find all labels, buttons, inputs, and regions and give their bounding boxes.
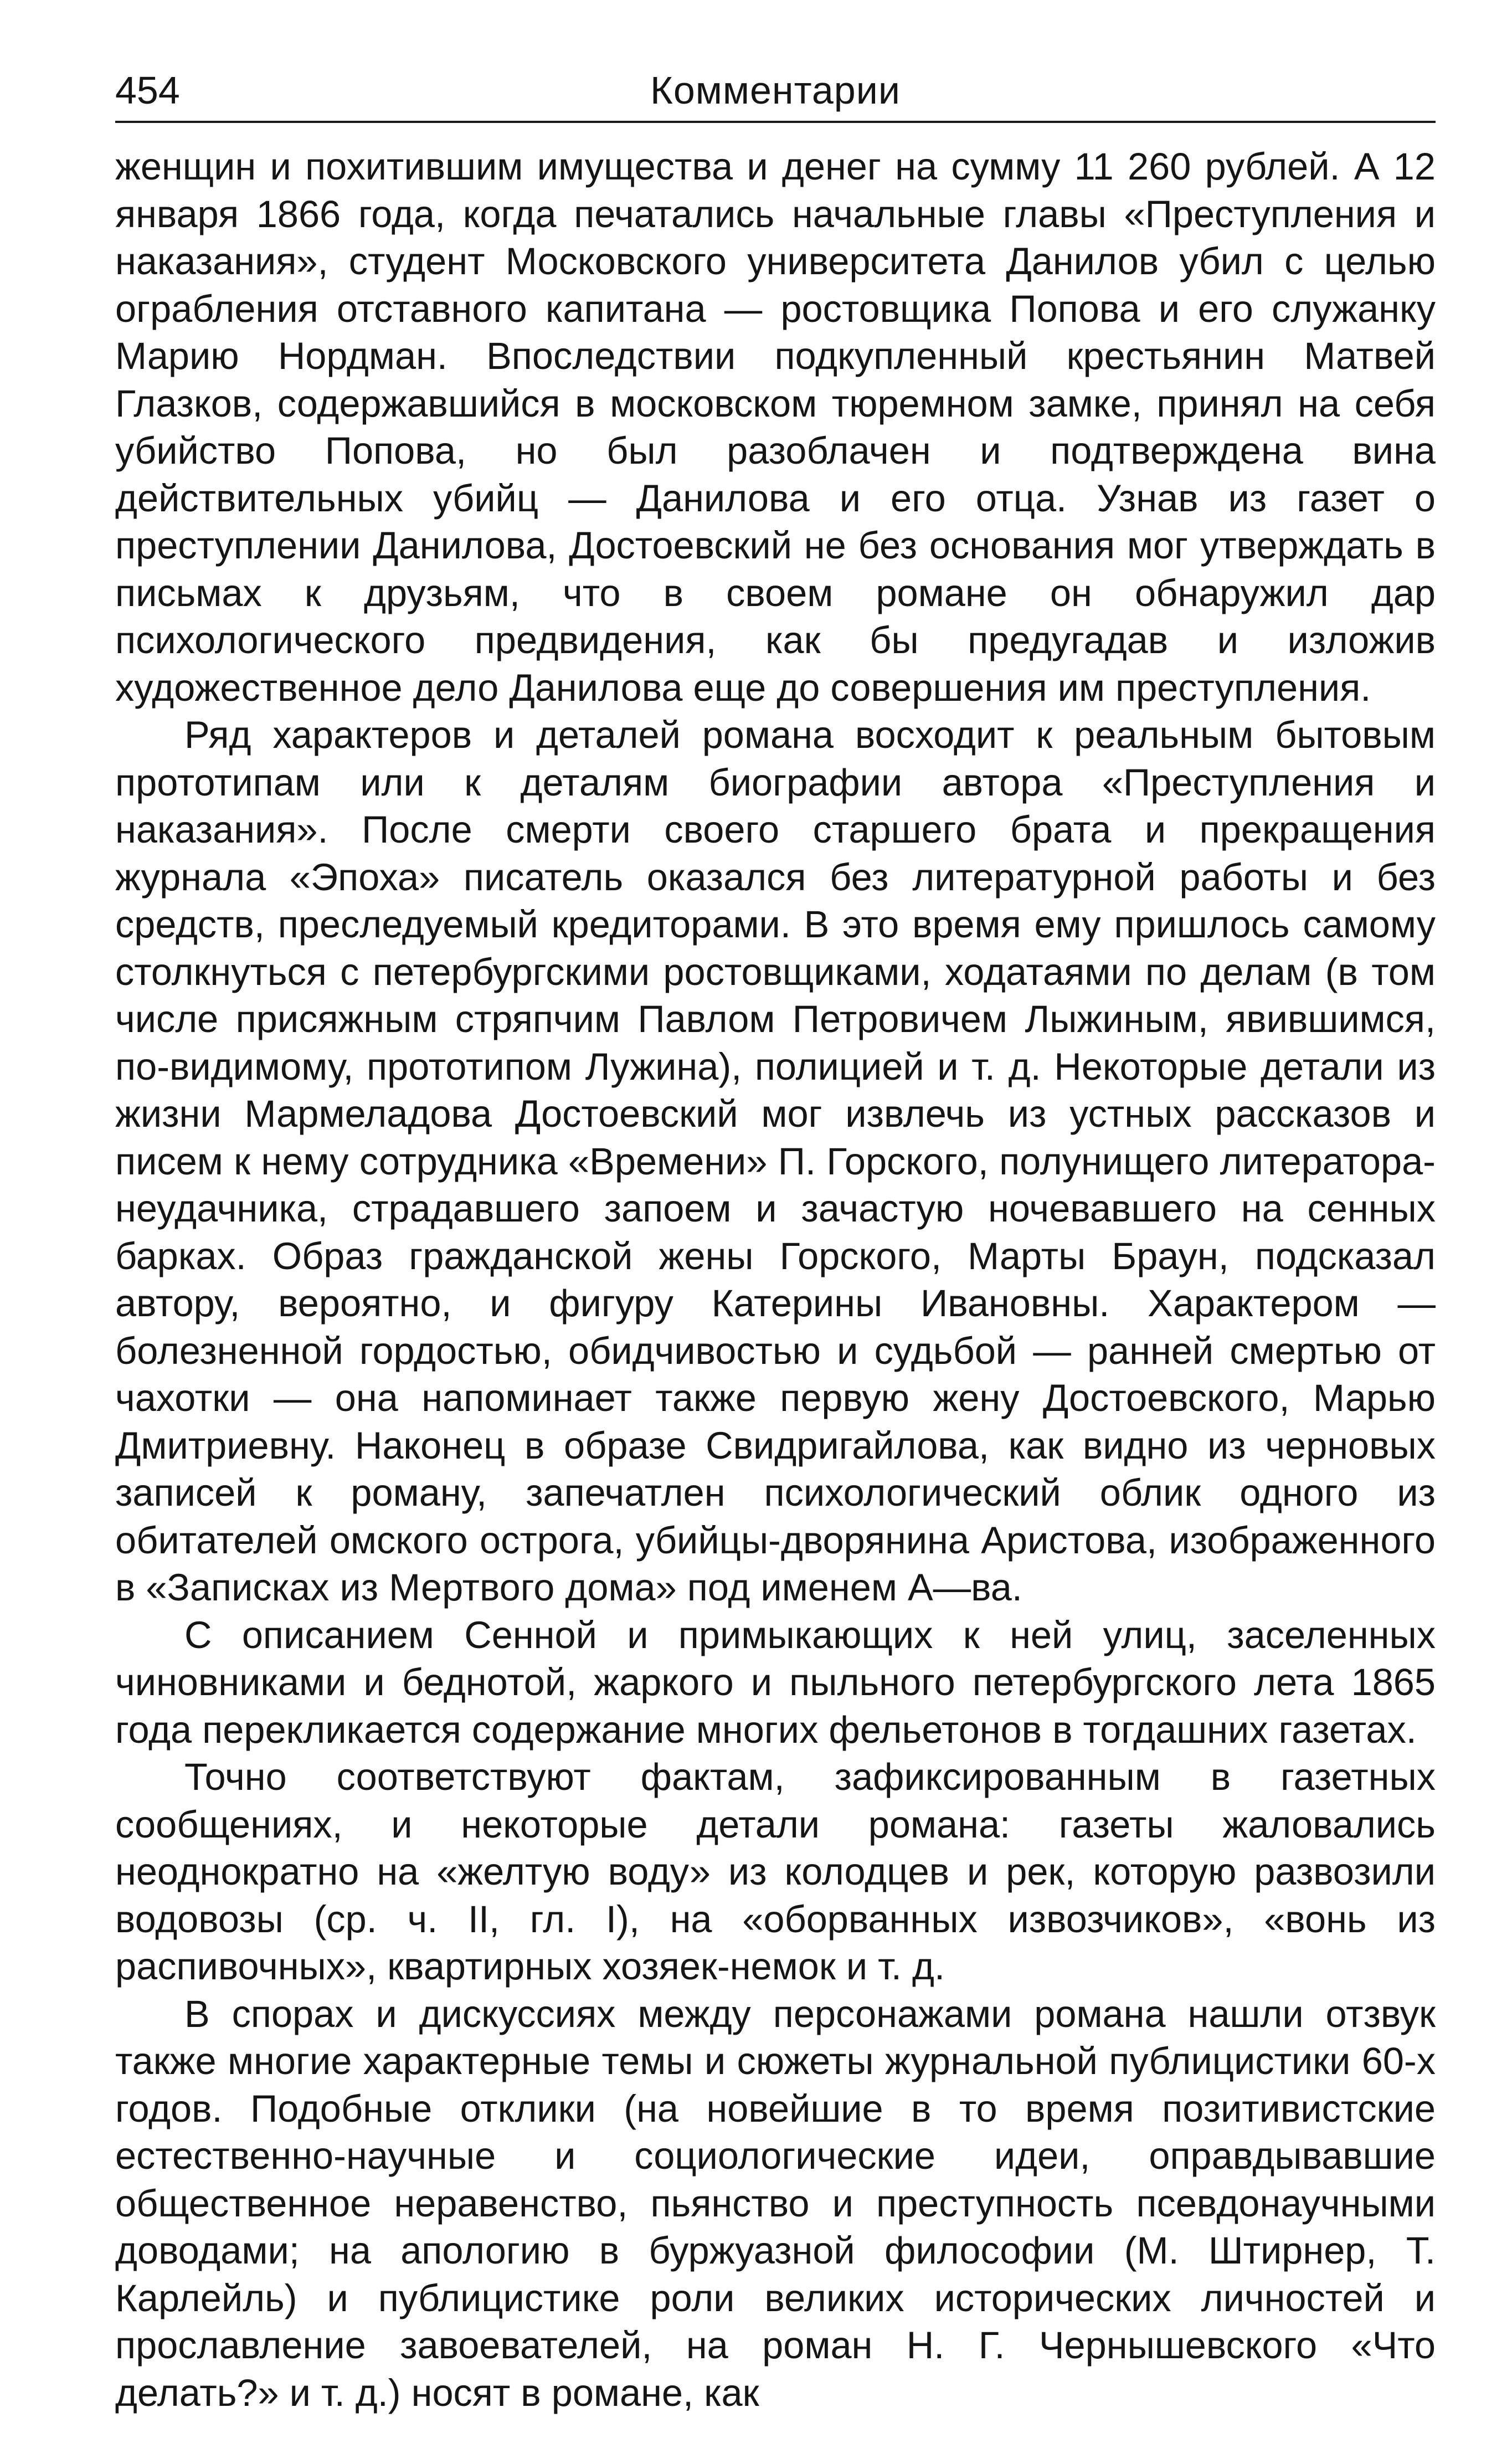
running-title: Комментарии [650, 69, 901, 112]
page-header [115, 65, 1436, 126]
paragraph: С описанием Сенной и примыкающих к ней улиц, заселенных чиновниками и беднотой, жаркого и пыльного петербургского лета 1865 года перекликается содержание многих фельетонов в тогдашних газетах. [115, 1613, 1436, 1751]
paragraph: Точно соответствуют фактам, зафиксированным в газетных сообщениях, и некоторые детали романа: газеты жаловались неоднократно на «желтую воду» из колодцев и рек, которую развозили водовозы (ср. ч. II, гл. I), на «оборванных извозчиков», «вонь из распивочных», квартирных хозяек-немок и т. д. [115, 1756, 1436, 1988]
paragraph-continued: женщин и похитившим имущества и денег на сумму 11 260 рублей. А 12 января 1866 года, когда печатались начальные главы «Преступления и наказания», студент Московского университета Данилов убил с целью ограбления отставного капитана — ростовщика Попова и его служанку Марию Нордман. Впоследствии подкупленный крестьянин Матвей Глазков, содержавшийся в московском тюремном замке, принял на себя убийство Попова, но был разоблачен и подтверждена вина действительных убийц — Данилова и его отца. Узнав из газет о преступлении Данилова, Достоевский не без основания мог утверждать в письмах к друзьям, что в своем романе он обнаружил дар психологического предвидения, как бы предугадав и изложив художественное дело Данилова еще до совершения им преступления. [115, 145, 1436, 709]
header-rule [115, 121, 1436, 123]
paragraph: Ряд характеров и деталей романа восходит к реальным бытовым прототипам или к деталям биографии автора «Преступления и наказания». После смерти своего старшего брата и прекращения журнала «Эпоха» писатель оказался без литературной работы и без средств, преследуемый кредиторами. В это время ему пришлось самому столкнуться с петербургскими ростовщиками, ходатаями по делам (в том числе присяжным стряпчим Павлом Петровичем Лыжиным, явившимся, по-видимому, прототипом Лужина), полицией и т. д. Некоторые детали из жизни Мармеладова Достоевский мог извлечь из устных рассказов и писем к нему сотрудника «Времени» П. Горского, полунищего литератора-неудачника, страдавшего запоем и зачастую ночевавшего на сенных барках. Образ гражданской жены Горского, Марты Браун, подсказал автору, вероятно, и фигуру Катерины Ивановны. Характером — болезненной гордостью, обидчивостью и судьбой — ранней смертью от чахотки — она напоминает также первую жену Достоевского, Марью Дмитриевну. Наконец в образе Свидригайлова, как видно из черновых записей к роману, запечатлен психологический облик одного из обитателей омского острога, убийцы-дворянина Аристова, изображенного в «Записках из Мертвого дома» под именем А—ва. [115, 714, 1436, 1609]
text-body [115, 143, 1436, 2416]
paragraph: В спорах и дискуссиях между персонажами романа нашли отзвук также многие характерные темы и сюжеты журнальной публицистики 60-х годов. Подобные отклики (на новейшие в то время позитивистские естественно-научные и социологические идеи, оправдывавшие общественное неравенство, пьянство и преступность псевдонаучными доводами; на апологию в буржуазной философии (М. Штирнер, Т. Карлейль) и публицистике роли великих исторических личностей и прославление завоевателей, на роман Н. Г. Чернышевского «Что делать?» и т. д.) носят в романе, как [115, 1992, 1436, 2414]
page-number: 454 [115, 69, 180, 112]
